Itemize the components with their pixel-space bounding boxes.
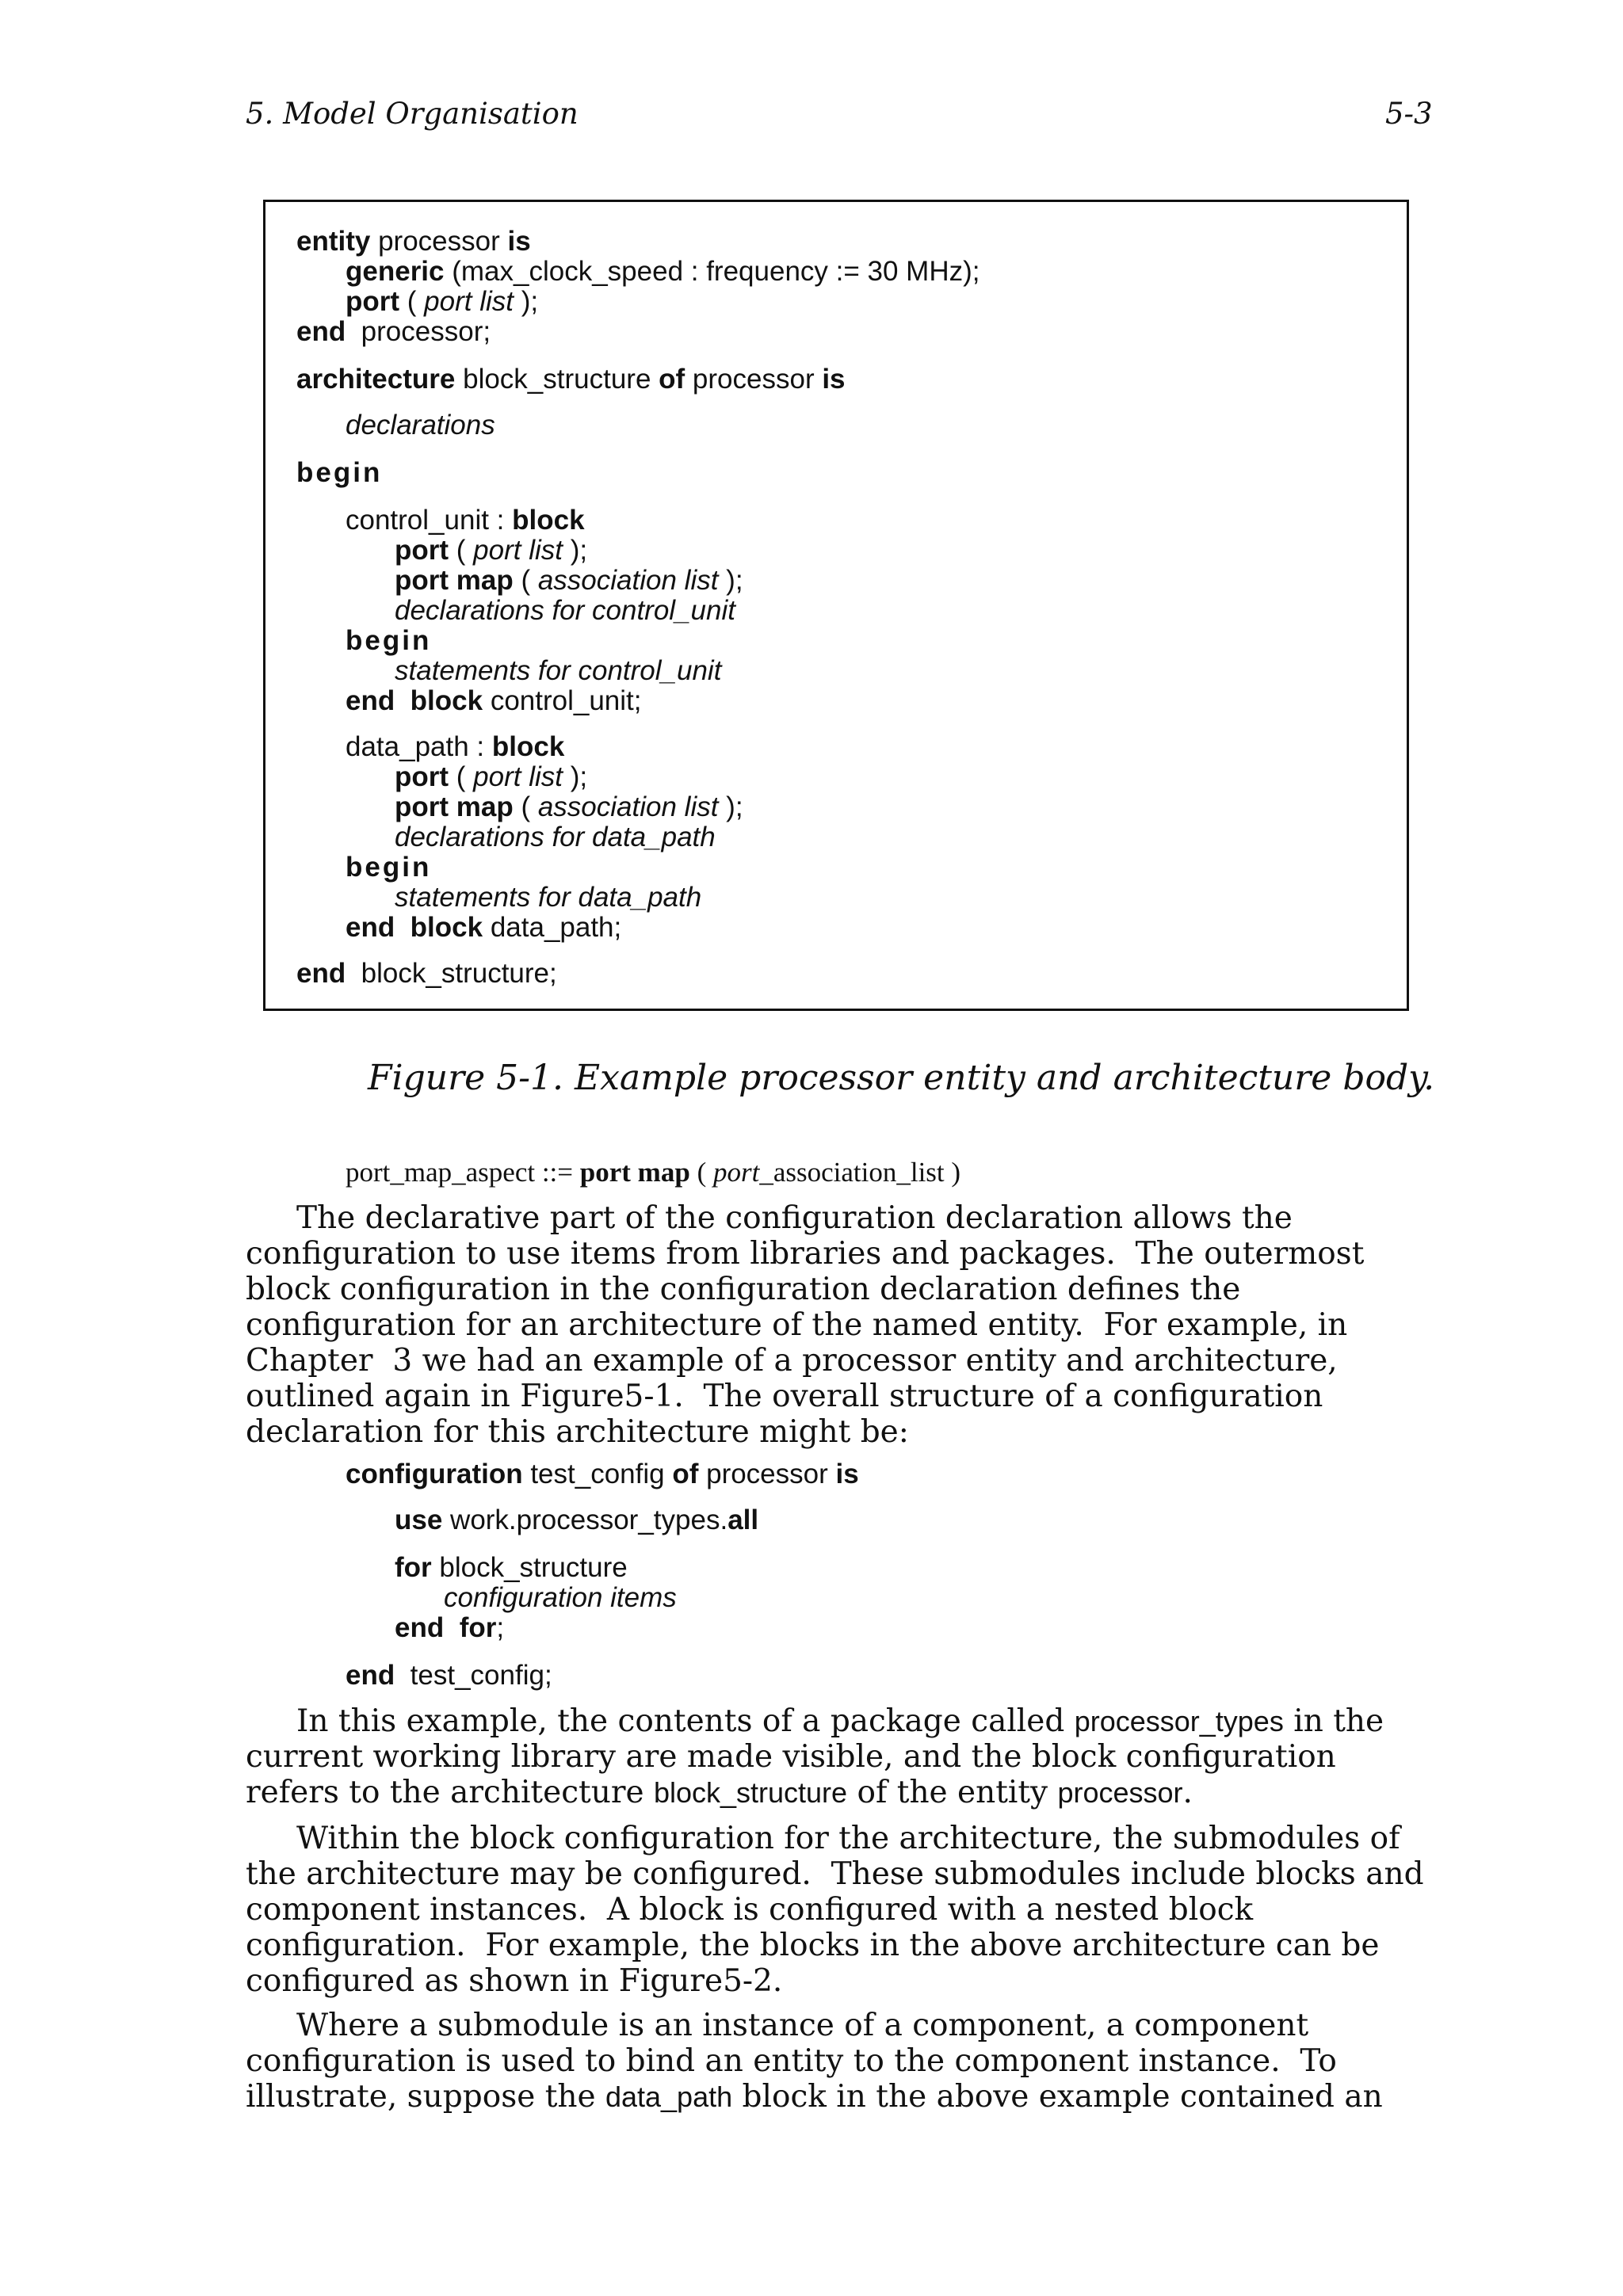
paragraph	[246, 1703, 1384, 1810]
text-line: configuration is used to bind an entity to the component instance. To	[246, 2043, 1337, 2079]
page-number: 5-3	[1385, 97, 1433, 131]
code-line: architecture block_structure of processor is	[296, 364, 846, 395]
code-line: declarations for control_unit	[395, 595, 735, 626]
code-line: data_path : block	[346, 731, 565, 762]
text-line: the architecture may be configured. These submodules include blocks and	[246, 1856, 1424, 1892]
code-line: port map ( association list );	[395, 791, 743, 822]
code-line: statements for data_path	[395, 882, 702, 913]
code-line: begin	[296, 457, 383, 488]
paragraph	[246, 1821, 1424, 1999]
code-line: entity processor is	[296, 226, 531, 257]
code-line: end block control_unit;	[346, 685, 642, 716]
code-line: end test_config;	[346, 1660, 552, 1691]
text-line: configuration to use items from libraries and packages. The outermost	[246, 1236, 1365, 1272]
code-line: end block data_path;	[346, 912, 622, 943]
code-line: generic (max_clock_speed : frequency := 30 MHz);	[346, 256, 980, 287]
code-line: control_unit : block	[346, 505, 585, 536]
text-line: outlined again in Figure5-1. The overall structure of a configuration	[246, 1379, 1323, 1414]
text-line: configuration. For example, the blocks in the above architecture can be	[246, 1928, 1380, 1963]
text-line: In this example, the contents of a package called processor_types in the	[296, 1703, 1384, 1739]
code-line: end block_structure;	[296, 958, 557, 989]
text-line: The declarative part of the configuration declaration allows the	[296, 1200, 1293, 1236]
text-line: declaration for this architecture might be:	[246, 1414, 909, 1450]
text-line: Within the block configuration for the architecture, the submodules of	[296, 1821, 1400, 1856]
text-line: Where a submodule is an instance of a component, a component	[296, 2008, 1309, 2043]
code-line: declarations	[346, 410, 495, 441]
paragraph	[246, 1200, 1364, 1450]
code-line: end processor;	[296, 316, 491, 347]
text-line: configured as shown in Figure5-2.	[246, 1963, 783, 1999]
text-line: block configuration in the configuration declaration defines the	[246, 1272, 1241, 1307]
code-line: begin	[346, 625, 432, 656]
figure-caption: Figure 5-1. Example processor entity and architecture body.	[368, 1058, 1435, 1098]
text-line: configuration for an architecture of the named entity. For example, in	[246, 1307, 1348, 1343]
running-header-chapter: 5. Model Organisation	[246, 97, 579, 131]
code-line: for block_structure	[395, 1552, 628, 1583]
code-line: use work.processor_types.all	[395, 1505, 759, 1535]
text-line: refers to the architecture block_structure of the entity processor.	[246, 1775, 1193, 1810]
code-line: port ( port list );	[346, 286, 539, 317]
code-line: port ( port list );	[395, 535, 588, 566]
code-line: port ( port list );	[395, 761, 588, 792]
paragraph	[246, 2008, 1383, 2115]
code-line: configuration items	[444, 1582, 677, 1613]
text-line: component instances. A block is configured with a nested block	[246, 1892, 1254, 1928]
code-line: end for;	[395, 1612, 505, 1643]
code-line: port map ( association list );	[395, 565, 743, 596]
code-line: configuration test_config of processor is	[346, 1459, 859, 1489]
text-line: current working library are made visible, and the block configuration	[246, 1739, 1336, 1775]
text-line: Chapter 3 we had an example of a processor entity and architecture,	[246, 1343, 1338, 1379]
code-line: statements for control_unit	[395, 655, 722, 686]
text-line: illustrate, suppose the data_path block in the above example contained an	[246, 2079, 1383, 2115]
syntax-rule: port_map_aspect ::= port map ( port_association_list )	[346, 1157, 961, 1188]
code-line: begin	[346, 852, 432, 883]
code-line: declarations for data_path	[395, 822, 716, 852]
